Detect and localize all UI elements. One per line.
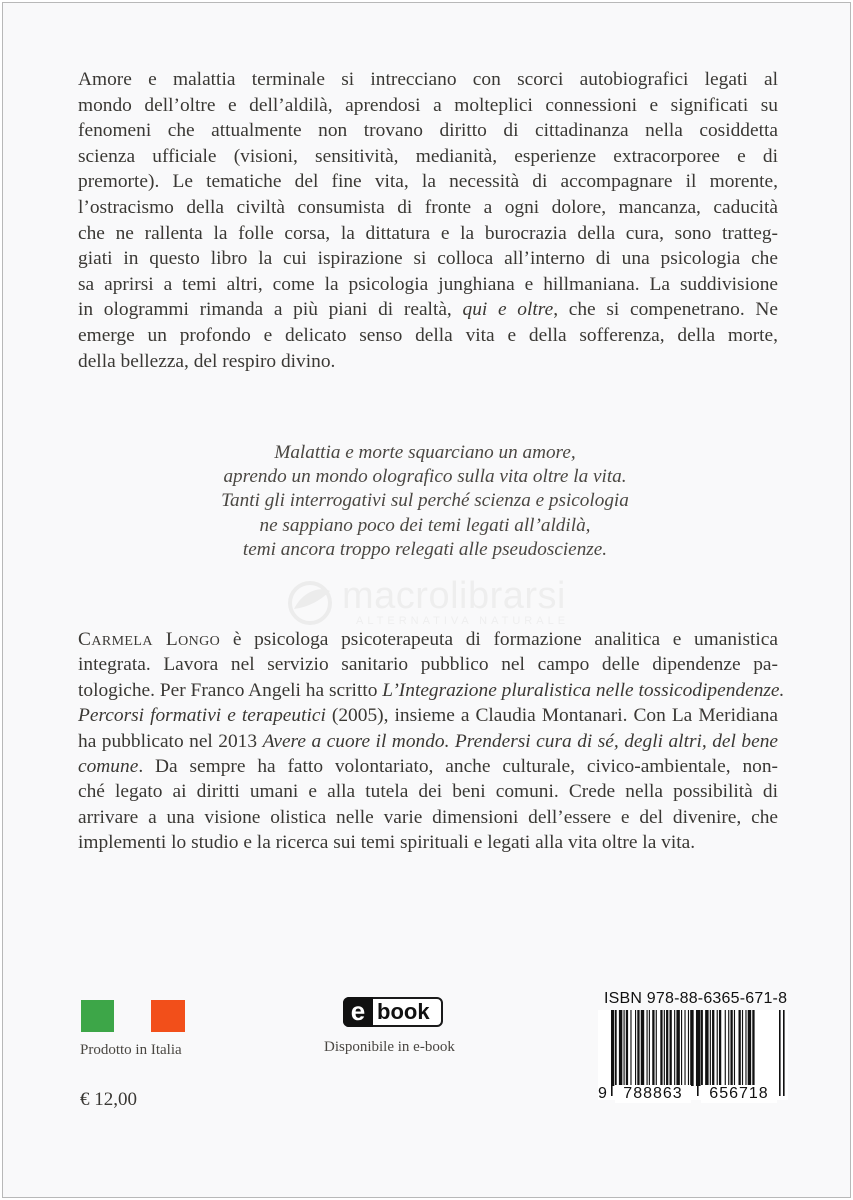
barcode-bar bbox=[684, 1010, 685, 1086]
flag-green-stripe bbox=[81, 1000, 114, 1032]
description-line: giati in questo libro la cui ispirazione si colloca all’interno di una psicologia che bbox=[78, 248, 778, 270]
bio-text: . Da sempre ha fatto volontariato, anche culturale, civico-ambientale, non- bbox=[138, 756, 778, 778]
bio-text: implementi lo studio e la ricerca sui temi spirituali e legati alla vita oltre la vita. bbox=[78, 832, 696, 854]
book-description bbox=[78, 67, 778, 374]
bio-text: è psicologa psicoterapeuta di formazione analitica e umanistica bbox=[220, 629, 778, 650]
barcode-digit-group-2: 656718 bbox=[701, 1085, 777, 1103]
author-bio bbox=[78, 627, 785, 856]
ebook-logo bbox=[343, 997, 443, 1027]
bio-italic-title: Avere a cuore il mondo. Prendersi cura di sé, degli altri, del bene bbox=[262, 730, 778, 752]
description-line: che ne rallenta la folle corsa, la dittatura e la burocrazia della cura, sono tratteg- bbox=[78, 222, 778, 244]
barcode-digit-group-1: 788863 bbox=[615, 1085, 691, 1103]
barcode-bar bbox=[717, 1010, 718, 1086]
bio-line bbox=[78, 830, 778, 855]
barcode-bar bbox=[725, 1010, 726, 1086]
description-line: fenomeni che attualmente non trovano diritto di cittadinanza nella cosiddetta bbox=[78, 120, 778, 142]
bio-line bbox=[78, 779, 778, 804]
bio-text: (2005), insieme a Claudia Montanari. Con La Meridiana bbox=[325, 705, 778, 727]
barcode-bar bbox=[734, 1010, 735, 1086]
barcode-guard-bar bbox=[611, 1010, 613, 1096]
description-line: scienza ufficiale (visioni, sensitività, medianità, esperienze extracorporee e di bbox=[78, 145, 778, 167]
poem-excerpt bbox=[100, 441, 750, 562]
barcode-bar bbox=[626, 1010, 628, 1086]
bio-text: tologiche. Per Franco Angeli ha scritto bbox=[78, 679, 383, 701]
bio-text: integrata. Lavora nel servizio sanitario pubblico nel campo delle dipendenze pa- bbox=[78, 654, 778, 676]
ebook-caption: Disponibile in e-book bbox=[324, 1039, 455, 1055]
description-line: in ologrammi rimanda a più piani di realtà, qui e oltre, che si compenetrano. Ne bbox=[78, 299, 779, 321]
barcode-bar bbox=[676, 1010, 679, 1086]
barcode-bar bbox=[712, 1010, 714, 1086]
bio-line bbox=[78, 754, 778, 779]
barcode-bar bbox=[635, 1010, 636, 1086]
ebook-logo-word: book bbox=[377, 999, 430, 1024]
barcode-bar bbox=[696, 1010, 697, 1086]
barcode-digit-first: 9 bbox=[598, 1085, 607, 1102]
description-line: sa aprirsi a temi altri, come la psicologia junghiana e hillmaniana. La suddivisione bbox=[78, 273, 778, 295]
made-in-italy-label: Prodotto in Italia bbox=[80, 1042, 182, 1058]
description-line: della bellezza, del respiro divino. bbox=[78, 350, 336, 372]
barcode-bar bbox=[647, 1010, 648, 1086]
watermark-name: macrolibrarsi bbox=[342, 575, 566, 617]
barcode-bar bbox=[674, 1010, 675, 1086]
poem-line: temi ancora troppo relegati alle pseudoscienze. bbox=[242, 538, 608, 560]
bio-line bbox=[78, 805, 778, 830]
barcode-bar bbox=[637, 1010, 639, 1086]
barcode-bar bbox=[690, 1010, 693, 1086]
barcode-bar bbox=[752, 1010, 754, 1086]
poem-line: Malattia e morte squarciano un amore, bbox=[274, 442, 576, 463]
barcode-bar bbox=[630, 1010, 631, 1086]
poem-line: ne sappiano poco dei temi legati all’aldilà, bbox=[259, 514, 591, 536]
barcode-bar bbox=[730, 1010, 732, 1086]
watermark-tagline: ALTERNATIVA NATURALE bbox=[356, 615, 570, 627]
bio-italic-title: comune bbox=[78, 756, 139, 778]
bio-line bbox=[78, 678, 785, 703]
bio-text: ha pubblicato nel 2013 bbox=[78, 730, 263, 752]
bio-text: ché legato ai diritti umani e alla tutela dei beni comuni. Crede nella possibilità di bbox=[78, 781, 778, 803]
bio-line bbox=[78, 703, 778, 728]
barcode-bar bbox=[660, 1010, 662, 1086]
description-italic: qui e oltre bbox=[462, 299, 554, 321]
bio-line bbox=[78, 627, 778, 652]
description-line: mondo dell’oltre e dell’aldilà, aprendosi a molteplici connessioni e significati su bbox=[78, 94, 778, 116]
barcode-bar bbox=[652, 1010, 654, 1086]
barcode-guard-bar bbox=[783, 1010, 785, 1096]
description-line: l’ostracismo della civiltà consumista di fronte a ogni dolore, mancanza, caducità bbox=[78, 196, 778, 218]
author-name: Carmela Longo bbox=[78, 629, 221, 650]
barcode-bar bbox=[656, 1010, 657, 1086]
bio-line bbox=[78, 729, 778, 754]
ebook-logo-e: e bbox=[343, 997, 373, 1027]
barcode-bar bbox=[624, 1010, 625, 1086]
barcode-bar bbox=[748, 1010, 751, 1086]
bio-line bbox=[78, 652, 778, 677]
barcode-bar bbox=[670, 1010, 672, 1086]
barcode-bar bbox=[641, 1010, 644, 1086]
barcode-bar bbox=[728, 1010, 729, 1086]
bio-italic-title: L’Integrazione pluralistica nelle tossicodipendenze. bbox=[382, 679, 785, 701]
barcode-bar bbox=[745, 1010, 746, 1086]
barcode-bar bbox=[739, 1010, 741, 1086]
description-line: Amore e malattia terminale si intrecciano con scorci autobiografici legati al bbox=[78, 69, 778, 90]
barcode-guard-bar bbox=[701, 1010, 703, 1096]
poem-line: aprendo un mondo olografico sulla vita oltre la vita. bbox=[223, 466, 627, 488]
description-line: emerge un profondo e delicato senso della vita e della sofferenza, della morte, bbox=[78, 324, 778, 346]
barcode-bar bbox=[666, 1010, 668, 1086]
barcode-bar bbox=[719, 1010, 721, 1086]
barcode-bar bbox=[705, 1010, 708, 1086]
poem-line: Tanti gli interrogativi sul perché scienza e psicologia bbox=[221, 490, 629, 512]
barcode-guard-bar bbox=[697, 1010, 699, 1096]
flag-red-stripe bbox=[151, 1000, 185, 1032]
barcode-bar bbox=[681, 1010, 682, 1086]
barcode-bar bbox=[742, 1010, 743, 1086]
barcode-bar bbox=[664, 1010, 665, 1086]
description-line: premorte). Le tematiche del fine vita, la necessità di accompagnare il morente, bbox=[78, 171, 778, 193]
barcode-bar bbox=[688, 1010, 689, 1086]
bio-text: arrivare a una visione olistica nelle varie dimensioni dell’essere e del divenire, che bbox=[78, 806, 778, 828]
price-label: € 12,00 bbox=[80, 1089, 137, 1110]
barcode-bar bbox=[619, 1010, 622, 1086]
barcode-guard-bar bbox=[615, 1010, 617, 1096]
barcode-bar bbox=[649, 1010, 650, 1086]
bio-italic-title: Percorsi formativi e terapeutici bbox=[78, 705, 326, 727]
isbn-label: ISBN 978-88-6365-671-8 bbox=[604, 990, 788, 1007]
barcode-guard-bar bbox=[779, 1010, 781, 1096]
barcode-bar bbox=[710, 1010, 711, 1086]
